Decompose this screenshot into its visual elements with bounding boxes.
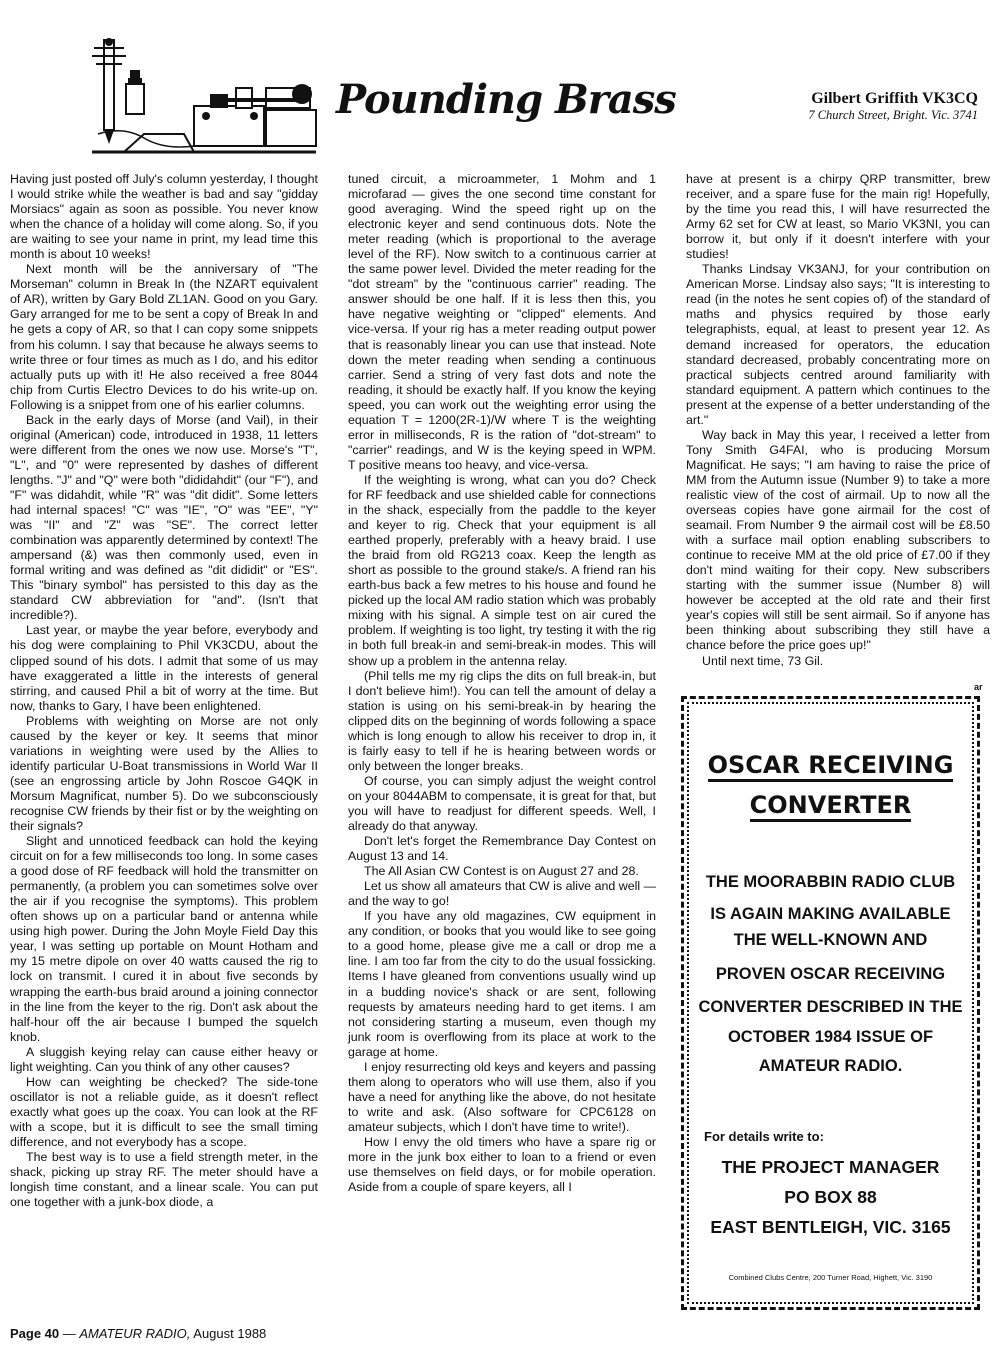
ad-body-line: THE WELL-KNOWN AND (733, 931, 928, 949)
paragraph: How I envy the old timers who have a spare rig or more in the junk box either to loan to a friend or even use themselves on field days, or for mobile operation. Aside from a couple of spare keyers, all I (348, 1135, 656, 1195)
paragraph: (Phil tells me my rig clips the dits on full break-in, but I don't believe him!). You can tell the amount of delay a station is using on his semi-break-in by hearing the clipped dits on the beginning of words following a space which is long enough to allow his receiver to drop in, it is fairly easy to tell if he is hearing between words or only between the longer breaks. (348, 668, 656, 773)
page-footer (10, 1326, 266, 1341)
paragraph: Last year, or maybe the year before, everybody and his dog were complaining to Phil VK3CDU, about the clipped sound of his dots. I admit that some of us may have exaggerated a little in the interests of general stirring, and caused Phil a bit of worry at the time. But now, thanks to Gary, I have been enlightened. (10, 623, 318, 713)
ad-address-line: PO BOX 88 (784, 1187, 877, 1207)
magazine-name: AMATEUR RADIO, (79, 1326, 191, 1341)
column-title: Pounding Brass (336, 76, 676, 123)
paragraph: Next month will be the anniversary of "The Morseman" column in Break In (the NZART equivalent of AR), written by Gary Bold ZL1AN. Good on you Gary. Gary arranged for me to be sent a copy of Break In and he gets a copy of AR, so that I can copy some snippets from his column. I say that because he always seems to write three or four times as much as I do, and his editor actually puts up with it! He also received a free 8044 chip from Curtis Electro Devices to do his write-up on. Following is a snippet from one of his earlier columns. (10, 262, 318, 412)
ad-headline-2: CONVERTER (684, 791, 977, 819)
footer-dash: — (59, 1326, 80, 1341)
paragraph: If the weighting is wrong, what can you do? Check for RF feedback and use shielded cable for connections in the shack, especially from the paddle to the keyer and keyer to rig. Check that your equipment is all earthed properly, preferably with a heavy braid. I use the braid from old RG213 coax. Keep the length as short as possible to the ground stake/s. A friend ran his earth-bus back a few metres to his house and found he picked up the local AM radio station which was probably mixing with his signal. A simple test on air cured the problem. If weighting is too light, try testing it with the rig in both full break-in and semi-break-in modes. This will show up a problem in the antenna relay. (348, 472, 656, 668)
paragraph: How can weighting be checked? The side-tone oscillator is not a reliable guide, as it doesn't reflect exactly what goes up the coax. You can look at the RF with a scope, but it is difficult to see the small timing difference, and not everybody has a scope. (10, 1074, 318, 1149)
paragraph: have at present is a chirpy QRP transmitter, brew receiver, and a spare fuse for the main rig! Hopefully, by the time you read this, I will have resurrected the Army 62 set for CW at least, so Mario VK3NI, you can borrow it, but only if it doesn't interfere with your studies! (686, 172, 990, 262)
paragraph: Having just posted off July's column yesterday, I thought I would strike while the weather is bad and say "gidday Morsiacs" again as soon as possible. You never know when the chance of a holiday will come along. So, if you are waiting to see your name in print, my lead time this month is about 10 weeks! (10, 172, 318, 262)
paragraph: Back in the early days of Morse (and Vail), in their original (American) code, introduced in 1938, 11 letters were different from the ones we now use. Morse's "T", "L", and "0" were represented by dashes of different lengths. "J" and "Q" were both "dididahdit" (our "F"), and "F" was didahdit, while "R" was "dit didit". Some letters had internal spaces! "C" was "IE", "O" was "EE", "Y" was "II" and "Z" was "SE". The correct letter combination was apparently determined by context! The ampersand (&) was then commonly used, even in formal writing and was defined as "dit dididit" or "ES". This "binary symbol" has persisted to this day as the standard CW abbreviation for "and". (Isn't that incredible?). (10, 412, 318, 623)
author-name: Gilbert Griffith VK3CQ (811, 90, 978, 107)
morse-key-logo-icon (84, 34, 326, 162)
paragraph: A sluggish keying relay can cause either heavy or light weighting. Can you think of any other causes? (10, 1044, 318, 1074)
ad-body-line: AMATEUR RADIO. (758, 1057, 903, 1075)
article-column-3 (686, 172, 990, 669)
ad-address-line: THE PROJECT MANAGER (721, 1157, 940, 1177)
paragraph: The best way is to use a field strength meter, in the shack, picking up stray RF. The meter should have a longish time constant, and a linear scale. You can put one together with a junk-box diode, a (10, 1150, 318, 1210)
paragraph: tuned circuit, a microammeter, 1 Mohm and 1 microfarad — gives the one second time constant for good averaging. Wind the speed right up on the electronic keyer and send continuous dots. Note the meter reading (which is proportional to the average level of the RF). Now switch to a continuous carrier at the same power level. Divided the meter reading for the "dot stream" by the "continuous carrier" reading. The answer should be one half. If it is less then this, you have negative weighting or "clipped" elements. And vice-versa. If your rig has a meter reading output power that is reasonably linear you can use that instead. Note down the meter reading when sending a continuous carrier. Send a string of very fast dots and note the reading, it should be exactly half. If you know the keying speed, you can work out the weighting error using the equation T = 1200(2R-1)/W where T is the weighting error in milliseconds, R is the ration of "dot-stream" to "carrier" readings, and W is the keying speed in WPM. T positive means too heavy, and vice-versa. (348, 172, 656, 472)
ad-headline-1: OSCAR RECEIVING (684, 751, 977, 779)
ad-fine-print: Combined Clubs Centre, 200 Turner Road, Highett, Vic. 3190 (728, 1273, 933, 1282)
ad-body-line: PROVEN OSCAR RECEIVING (715, 965, 946, 983)
paragraph: Way back in May this year, I received a letter from Tony Smith G4FAI, who is producing Morsum Magnificat. He says; "I am having to raise the price of MM from the Autumn issue (Number 9) to take a more realistic view of the cost of airmail. Up to now all the overseas copies have gone airmail for the cost of seamail. From Number 9 the airmail cost will be £8.50 with a surface mail option enabling subscribers to continue to receive MM at the old price of £7.00 if they don't mind waiting for their copy. New subscribers starting with the summer issue (Number 8) will however be accepted at the old rate and their first year's copies will still be sent airmail. So if anyone has been thinking about subscribing they still have a chance before the price goes up!" (686, 427, 990, 653)
article-column-1 (10, 172, 318, 1210)
ad-body-line: IS AGAIN MAKING AVAILABLE (710, 905, 951, 923)
author-address: 7 Church Street, Bright. Vic. 3741 (808, 108, 978, 122)
paragraph: Of course, you can simply adjust the weight control on your 8044ABM to compensate, it is great for that, but you will have to readjust for different speeds. Well, I already do that anyway. (348, 773, 656, 834)
ad-address-line: EAST BENTLEIGH, VIC. 3165 (710, 1217, 951, 1237)
page-number: Page 40 (10, 1326, 60, 1341)
paragraph: I enjoy resurrecting old keys and keyers and passing them along to operators who will use them, also if you have a need for anything like the above, do not hesitate to write and ask. (Also software for CPC6128 on amateur subjects, which I don't have time to write!). (348, 1059, 656, 1134)
ad-body-line: CONVERTER DESCRIBED IN THE (698, 998, 963, 1016)
paragraph: Don't let's forget the Remembrance Day Contest on August 13 and 14. (348, 834, 656, 864)
advertisement-box (681, 696, 980, 1310)
ad-body-line: OCTOBER 1984 ISSUE OF (727, 1028, 934, 1046)
ad-body-line: THE MOORABBIN RADIO CLUB (705, 873, 956, 891)
ad-details-label: For details write to: (704, 1129, 824, 1144)
end-mark: ar (974, 682, 983, 692)
paragraph: If you have any old magazines, CW equipment in any condition, or books that you would like to see going to a good home, please give me a call or drop me a line. I am too far from the city to do the usual fossicking. Items I have gleaned from conventions usually wind up in a budding novice's shack or are sent, following requests by amateurs needing hard to get items. I am not considering starting a museum, even though my junk room is overflowing from its place at work to the garage at home. (348, 909, 656, 1059)
paragraph: Problems with weighting on Morse are not only caused by the keyer or key. It seems that minor variations in weighting were used by the Allies to identify particular U-Boat transmissions in World War II (see an engrossing article by John Roscoe G4QK in Morsum Magnificat, number 5). Do we subconsciously recognise CW friends by their fist or by the weighting on their signals? (10, 713, 318, 834)
paragraph: Let us show all amateurs that CW is alive and well — and the way to go! (348, 879, 656, 909)
issue-date: August 1988 (190, 1326, 267, 1341)
paragraph: Thanks Lindsay VK3ANJ, for your contribution on American Morse. Lindsay also says; "It is interesting to read (in the notes he sent copies of) of the standard of maths and physics required by those early telegraphists, equal, at least to present year 12. As demand increased for operators, the education standard decreased, probably concentrating more on practical subjects centred around familiarity with standard equipment. A pattern which continues to the present at the expense of a better understanding of the art." (686, 262, 990, 427)
article-column-2 (348, 172, 656, 1195)
paragraph: Until next time, 73 Gil. (702, 653, 824, 668)
paragraph: Slight and unnoticed feedback can hold the keying circuit on for a few milliseconds too long. In some cases a good dose of RF feedback will hold the transmitter on permanently, (a problem you can sometimes solve over the air if you recognise the symptoms). This problem often shows up on a particular band or antenna while using high power. During the John Moyle Field Day this year, I was setting up portable on Mount Hotham and my 15 metre dipole on over 40 watts caused the rig to lock on transmit. I cured it in about five seconds by wrapping the earth-bus braid around a joining connector in the line from the keyer to the rig. Don't ask about the half-hour off the air because I bumped the squelch knob. (10, 834, 318, 1044)
paragraph: The All Asian CW Contest is on August 27 and 28. (364, 864, 639, 879)
byline (808, 90, 978, 123)
